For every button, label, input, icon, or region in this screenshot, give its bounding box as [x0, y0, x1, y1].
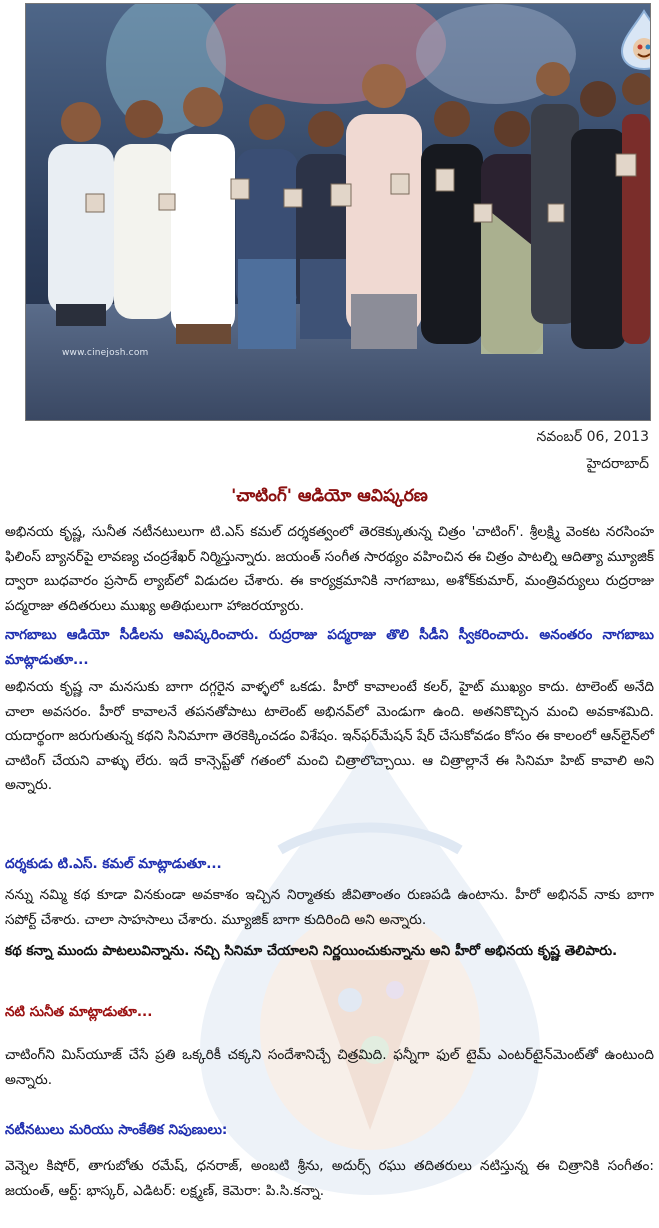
site-logo-icon [616, 9, 651, 71]
section-heading-sunitha: నటి సునీత మాట్లాడుతూ... [5, 1004, 153, 1020]
section-heading-cast-crew: నటీనటులు మరియు సాంకేతిక నిపుణులు: [5, 1122, 228, 1138]
photo-watermark: www.cinejosh.com [62, 348, 149, 358]
article-title: 'చాటింగ్' ఆడియో ఆవిష్కరణ [231, 486, 428, 506]
section-heading-director: దర్శకుడు టి.ఎస్. కమల్ మాట్లాడుతూ... [5, 856, 222, 872]
article-place: హైదరాబాద్ [586, 456, 649, 472]
section-body-cast-crew: వెన్నెల కిషోర్, తాగుబోతు రమేష్, ధనరాజ్, అంబటి శ్రీను, అదుర్స్ రఘు తదితరులు నటిస్తున్న ఈ చిత్రానికి సంగీతం: జయంత్, ఆర్ట్: భాస్కర్, ఎడిటర్: లక్ష్మణ్, కెమెరా: పి.సి.కన్నా. [5, 1158, 654, 1199]
section-heading-nagababu: నాగబాబు ఆడియో సీడీలను ఆవిష్కరించారు. రుద్రరాజు పద్మరాజు తొలి సీడీని స్వీకరించారు. అనంతరం నాగబాబు మాట్లాడుతూ... [5, 627, 654, 668]
hero-statement: కథ కన్నా ముందు పాటలువిన్నాను. నచ్చి సినిమా చేయాలని నిర్ణయించుకున్నాను అని హీరో అభినయ కృష్ణ తెలిపారు. [5, 943, 618, 959]
section-body-director: నన్ను నమ్మి కథ కూడా వినకుండా అవకాశం ఇచ్చిన నిర్మాతకు జీవితాంతం రుణపడి ఉంటాను. హీరో అభినవ్ నాకు బాగా సపోర్ట్ చేశారు. చాలా సాహసాలు చేశారు. మ్యూజిక్ బాగా కుదిరింది అని అన్నారు. [5, 887, 654, 928]
section-body-sunitha: చాటింగ్‌ని మిస్‌యూజ్ చేసే ప్రతి ఒక్కరికీ చక్కని సందేశానిచ్చే చిత్రమిది. ఫన్నీగా ఫుల్ టైమ్ ఎంటర్‌టైన్‌మెంట్‌తో ఉంటుంది అన్నారు. [5, 1047, 654, 1088]
article-date: నవంబర్ 06, 2013 [536, 429, 649, 445]
event-photo [25, 3, 651, 421]
intro-paragraph: అభినయ కృష్ణ, సునీత నటీనటులుగా టి.ఎస్ కమల్ దర్శకత్వంలో తెరకెక్కుతున్న చిత్రం 'చాటింగ్'. శ్రీలక్ష్మి వెంకట నరసింహ ఫిలింస్ బ్యానర్‌పై లావణ్య చంద్రశేఖర్ నిర్మిస్తున్నారు. జయంత్ సంగీత సారథ్యం వహించిన ఈ చిత్రం పాటల్ని ఆదిత్యా మ్యూజిక్ ద్వారా బుధవారం ప్రసాద్ ల్యాబ్‌లో విడుదల చేశారు. ఈ కార్యక్రమానికి నాగబాబు, అశోక్‌కుమార్, మంత్రివర్యులు రుద్రరాజు పద్మరాజు తదితరులు ముఖ్య అతిథులుగా హాజరయ్యారు. [5, 524, 654, 614]
section-body-nagababu: అభినయ కృష్ణ నా మనసుకు బాగా దగ్గరైన వాళ్ళలో ఒకడు. హీరో కావాలంటే కలర్, హైట్ ముఖ్యం కాదు. టాలెంట్ అనేది చాలా అవసరం. హీరో కావాలనే తపనతోపాటు టాలెంట్ అభినవ్‌లో మెండుగా ఉంది. అతనికొచ్చిన మంచి అవకాశమిది. యదార్థంగా జరుగుతున్న కథని సినిమాగా తెరకెక్కించడం విశేషం. ఇన్‌ఫర్‌మేషన్ షేర్ చేసుకోవడం కోసం ఈ కాలంలో ఆన్‌లైన్‌లో చాటింగ్ చేయని వాళ్ళు లేరు. ఇదే కాన్సెప్ట్‌తో గతంలో మంచి చిత్రాలొచ్చాయి. ఆ చిత్రాల్లానే ఈ సినిమా హిట్ కావాలి అని అన్నారు. [5, 679, 654, 793]
